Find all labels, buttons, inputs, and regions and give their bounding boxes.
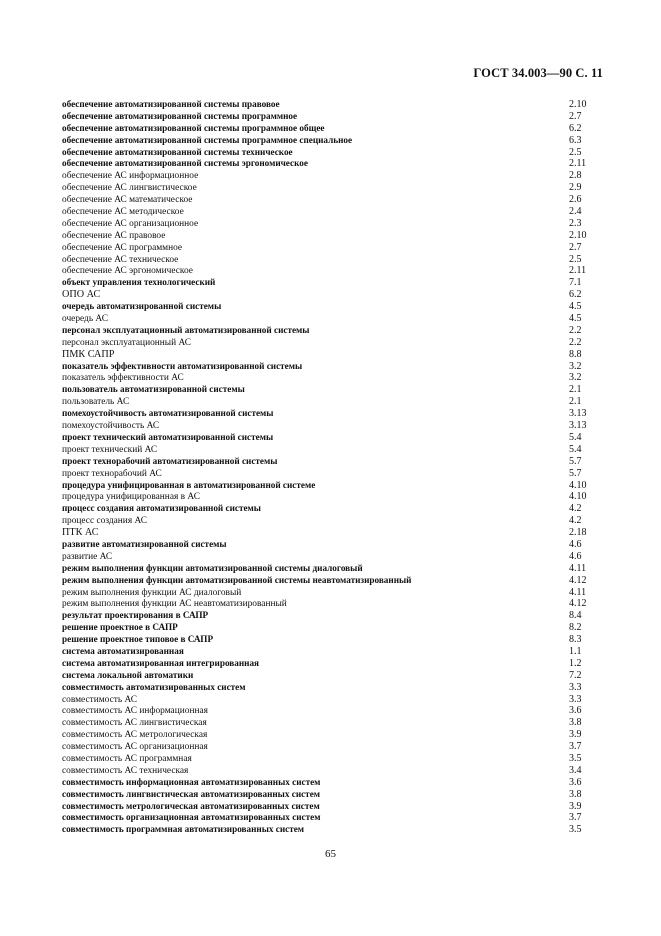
index-entry bbox=[62, 491, 607, 503]
entry-reference: 2.10 bbox=[569, 99, 587, 110]
index-entry bbox=[62, 349, 607, 361]
entry-term: совместимость АС организационная bbox=[62, 742, 208, 753]
entry-term: обеспечение АС информационное bbox=[62, 171, 199, 182]
entry-term: обеспечение АС методическое bbox=[62, 207, 184, 218]
entry-reference: 6.2 bbox=[569, 122, 582, 134]
entry-reference: 6.3 bbox=[569, 134, 582, 146]
term-index bbox=[62, 99, 607, 836]
entry-reference: 2.18 bbox=[569, 527, 587, 539]
entry-reference: 5.4 bbox=[569, 443, 582, 455]
index-entry bbox=[62, 218, 607, 230]
entry-term: совместимость АС программная bbox=[62, 753, 192, 764]
entry-reference: 3.3 bbox=[569, 681, 582, 693]
entry-term: совместимость программная автоматизированных систем bbox=[62, 824, 305, 835]
entry-term: проект технорабочий автоматизированной системы bbox=[62, 455, 278, 466]
index-entry bbox=[62, 99, 607, 111]
entry-reference: 2.7 bbox=[569, 110, 582, 122]
index-entry bbox=[62, 301, 607, 313]
entry-reference: 4.10 bbox=[569, 479, 587, 491]
entry-reference: 2.8 bbox=[569, 170, 582, 182]
index-entry bbox=[62, 515, 607, 527]
entry-term: ПМК САПР bbox=[62, 348, 115, 360]
entry-term: ОПО АС bbox=[62, 289, 101, 301]
entry-reference: 8.4 bbox=[569, 610, 582, 622]
entry-term: совместимость автоматизированных систем bbox=[62, 681, 246, 692]
index-entry bbox=[62, 444, 607, 456]
index-entry bbox=[62, 206, 607, 218]
entry-term: проект технический АС bbox=[62, 444, 158, 455]
entry-term: совместимость АС метрологическая bbox=[62, 730, 208, 741]
index-entry bbox=[62, 753, 607, 765]
entry-reference: 4.6 bbox=[569, 550, 582, 562]
index-entry bbox=[62, 741, 607, 753]
entry-term: режим выполнения функции АС неавтоматизированный bbox=[62, 599, 287, 610]
entry-term: совместимость метрологическая автоматизированных систем bbox=[62, 800, 320, 811]
index-entry bbox=[62, 610, 607, 622]
entry-reference: 1.1 bbox=[569, 645, 582, 657]
index-entry bbox=[62, 254, 607, 266]
entry-term: развитие автоматизированной системы bbox=[62, 538, 227, 549]
entry-reference: 4.6 bbox=[569, 538, 582, 550]
entry-term: помехоустойчивость АС bbox=[62, 421, 160, 432]
entry-term: проект технорабочий АС bbox=[62, 468, 162, 479]
entry-reference: 2.9 bbox=[569, 182, 582, 194]
entry-term: обеспечение АС математическое bbox=[62, 195, 193, 206]
index-entry bbox=[62, 646, 607, 658]
entry-reference: 3.7 bbox=[569, 812, 582, 824]
entry-term: показатель эффективности автоматизированной системы bbox=[62, 360, 303, 371]
entry-reference: 2.2 bbox=[569, 324, 582, 336]
entry-term: режим выполнения функции АС диалоговый bbox=[62, 587, 242, 598]
entry-term: система автоматизированная bbox=[62, 645, 184, 656]
entry-reference: 2.1 bbox=[569, 384, 582, 396]
index-entry bbox=[62, 551, 607, 563]
entry-reference: 3.8 bbox=[569, 717, 582, 729]
index-entry bbox=[62, 812, 607, 824]
entry-term: персонал эксплуатационный АС bbox=[62, 337, 192, 348]
entry-reference: 1.2 bbox=[569, 657, 582, 669]
entry-reference: 4.12 bbox=[569, 598, 587, 610]
entry-reference: 2.7 bbox=[569, 241, 582, 253]
entry-term: решение проектное в САПР bbox=[62, 622, 178, 633]
entry-term: обеспечение автоматизированной системы программное общее bbox=[62, 122, 325, 133]
entry-reference: 6.2 bbox=[569, 289, 582, 301]
index-entry bbox=[62, 408, 607, 420]
entry-reference: 2.4 bbox=[569, 206, 582, 218]
index-entry bbox=[62, 194, 607, 206]
entry-reference: 3.8 bbox=[569, 788, 582, 800]
entry-term: проект технический автоматизированной системы bbox=[62, 431, 274, 442]
index-entry bbox=[62, 123, 607, 135]
index-entry bbox=[62, 313, 607, 325]
index-entry bbox=[62, 337, 607, 349]
entry-reference: 3.13 bbox=[569, 408, 587, 420]
entry-reference: 2.11 bbox=[569, 265, 587, 277]
index-entry bbox=[62, 432, 607, 444]
entry-term: решение проектное типовое в САПР bbox=[62, 634, 214, 645]
index-entry bbox=[62, 634, 607, 646]
entry-reference: 2.11 bbox=[569, 158, 587, 170]
entry-term: ПТК АС bbox=[62, 527, 99, 539]
entry-term: помехоустойчивость автоматизированной системы bbox=[62, 408, 274, 419]
index-entry bbox=[62, 801, 607, 813]
entry-term: обеспечение АС техническое bbox=[62, 254, 179, 265]
entry-reference: 8.2 bbox=[569, 622, 582, 634]
index-entry bbox=[62, 396, 607, 408]
index-entry bbox=[62, 598, 607, 610]
entry-term: процесс создания АС bbox=[62, 516, 148, 527]
index-entry bbox=[62, 789, 607, 801]
index-entry bbox=[62, 384, 607, 396]
index-entry bbox=[62, 587, 607, 599]
entry-reference: 2.10 bbox=[569, 229, 587, 241]
index-entry bbox=[62, 361, 607, 373]
entry-term: показатель эффективности АС bbox=[62, 373, 184, 384]
entry-term: совместимость информационная автоматизированных систем bbox=[62, 776, 321, 787]
entry-term: обеспечение АС лингвистическое bbox=[62, 183, 197, 194]
index-entry bbox=[62, 111, 607, 123]
entry-reference: 3.13 bbox=[569, 420, 587, 432]
index-entry bbox=[62, 717, 607, 729]
index-entry bbox=[62, 230, 607, 242]
entry-term: обеспечение автоматизированной системы программное bbox=[62, 110, 298, 121]
entry-reference: 2.1 bbox=[569, 396, 582, 408]
entry-reference: 2.5 bbox=[569, 146, 582, 158]
entry-term: совместимость лингвистическая автоматизированных систем bbox=[62, 788, 321, 799]
entry-reference: 5.4 bbox=[569, 431, 582, 443]
entry-term: совместимость АС техническая bbox=[62, 765, 189, 776]
index-entry bbox=[62, 765, 607, 777]
index-entry bbox=[62, 682, 607, 694]
entry-term: очередь автоматизированной системы bbox=[62, 301, 222, 312]
index-entry bbox=[62, 468, 607, 480]
index-entry bbox=[62, 135, 607, 147]
index-entry bbox=[62, 527, 607, 539]
entry-reference: 3.6 bbox=[569, 705, 582, 717]
index-entry bbox=[62, 729, 607, 741]
entry-reference: 8.3 bbox=[569, 634, 582, 646]
entry-term: режим выполнения функции автоматизированной системы диалоговый bbox=[62, 562, 363, 573]
index-entry bbox=[62, 325, 607, 337]
index-entry bbox=[62, 539, 607, 551]
index-entry bbox=[62, 265, 607, 277]
index-entry bbox=[62, 170, 607, 182]
entry-term: обеспечение АС программное bbox=[62, 242, 183, 253]
entry-reference: 4.2 bbox=[569, 515, 582, 527]
entry-reference: 4.10 bbox=[569, 491, 587, 503]
index-entry bbox=[62, 575, 607, 587]
entry-reference: 3.2 bbox=[569, 372, 582, 384]
index-entry bbox=[62, 622, 607, 634]
entry-term: обеспечение автоматизированной системы эргономическое bbox=[62, 158, 308, 169]
entry-reference: 3.6 bbox=[569, 776, 582, 788]
entry-term: персонал эксплуатационный автоматизированной системы bbox=[62, 324, 310, 335]
index-entry bbox=[62, 705, 607, 717]
index-entry bbox=[62, 824, 607, 836]
entry-reference: 3.9 bbox=[569, 800, 582, 812]
index-entry bbox=[62, 670, 607, 682]
entry-term: результат проектирования в САПР bbox=[62, 610, 209, 621]
entry-reference: 3.5 bbox=[569, 824, 582, 836]
entry-term: объект управления технологический bbox=[62, 277, 216, 288]
entry-term: обеспечение автоматизированной системы техническое bbox=[62, 146, 293, 157]
entry-reference: 3.2 bbox=[569, 360, 582, 372]
index-entry bbox=[62, 694, 607, 706]
entry-reference: 8.8 bbox=[569, 348, 582, 360]
entry-term: совместимость АС bbox=[62, 694, 138, 705]
entry-term: совместимость АС информационная bbox=[62, 706, 208, 717]
entry-reference: 2.2 bbox=[569, 336, 582, 348]
index-entry bbox=[62, 372, 607, 384]
entry-reference: 5.7 bbox=[569, 467, 582, 479]
entry-term: обеспечение автоматизированной системы правовое bbox=[62, 99, 280, 109]
entry-term: развитие АС bbox=[62, 551, 113, 562]
entry-term: система автоматизированная интегрированная bbox=[62, 657, 260, 668]
index-entry bbox=[62, 563, 607, 575]
entry-reference: 4.11 bbox=[569, 562, 587, 574]
entry-term: система локальной автоматики bbox=[62, 669, 194, 680]
entry-reference: 3.9 bbox=[569, 729, 582, 741]
page-number: 65 bbox=[325, 848, 336, 860]
index-entry bbox=[62, 147, 607, 159]
entry-term: процедура унифицированная в АС bbox=[62, 492, 200, 503]
index-entry bbox=[62, 158, 607, 170]
index-entry bbox=[62, 777, 607, 789]
entry-term: обеспечение АС организационное bbox=[62, 218, 199, 229]
index-entry bbox=[62, 503, 607, 515]
entry-reference: 4.2 bbox=[569, 503, 582, 515]
entry-term: пользователь автоматизированной системы bbox=[62, 384, 245, 395]
entry-term: обеспечение АС правовое bbox=[62, 230, 166, 241]
entry-term: очередь АС bbox=[62, 314, 108, 325]
entry-reference: 2.3 bbox=[569, 217, 582, 229]
index-entry bbox=[62, 289, 607, 301]
entry-reference: 4.5 bbox=[569, 313, 582, 325]
entry-reference: 4.11 bbox=[569, 586, 587, 598]
entry-term: совместимость АС лингвистическая bbox=[62, 718, 207, 729]
page-header: ГОСТ 34.003—90 С. 11 bbox=[473, 66, 603, 80]
entry-term: обеспечение АС эргономическое bbox=[62, 266, 193, 277]
entry-reference: 2.5 bbox=[569, 253, 582, 265]
entry-reference: 7.1 bbox=[569, 277, 582, 289]
entry-term: обеспечение автоматизированной системы программное специальное bbox=[62, 134, 353, 145]
entry-term: процесс создания автоматизированной системы bbox=[62, 503, 261, 514]
entry-reference: 2.6 bbox=[569, 194, 582, 206]
entry-term: совместимость организационная автоматизированных систем bbox=[62, 812, 321, 823]
entry-reference: 7.2 bbox=[569, 669, 582, 681]
index-entry bbox=[62, 420, 607, 432]
entry-term: процедура унифицированная в автоматизированной системе bbox=[62, 479, 316, 490]
entry-term: режим выполнения функции автоматизированной системы неавтоматизированный bbox=[62, 574, 412, 585]
entry-reference: 3.7 bbox=[569, 741, 582, 753]
entry-reference: 5.7 bbox=[569, 455, 582, 467]
entry-reference: 3.5 bbox=[569, 752, 582, 764]
index-entry bbox=[62, 182, 607, 194]
entry-reference: 4.12 bbox=[569, 574, 587, 586]
entry-reference: 4.5 bbox=[569, 301, 582, 313]
index-entry bbox=[62, 658, 607, 670]
index-entry bbox=[62, 456, 607, 468]
index-entry bbox=[62, 242, 607, 254]
entry-reference: 3.3 bbox=[569, 693, 582, 705]
index-entry bbox=[62, 480, 607, 492]
entry-term: пользователь АС bbox=[62, 397, 130, 408]
entry-reference: 3.4 bbox=[569, 764, 582, 776]
index-entry bbox=[62, 277, 607, 289]
